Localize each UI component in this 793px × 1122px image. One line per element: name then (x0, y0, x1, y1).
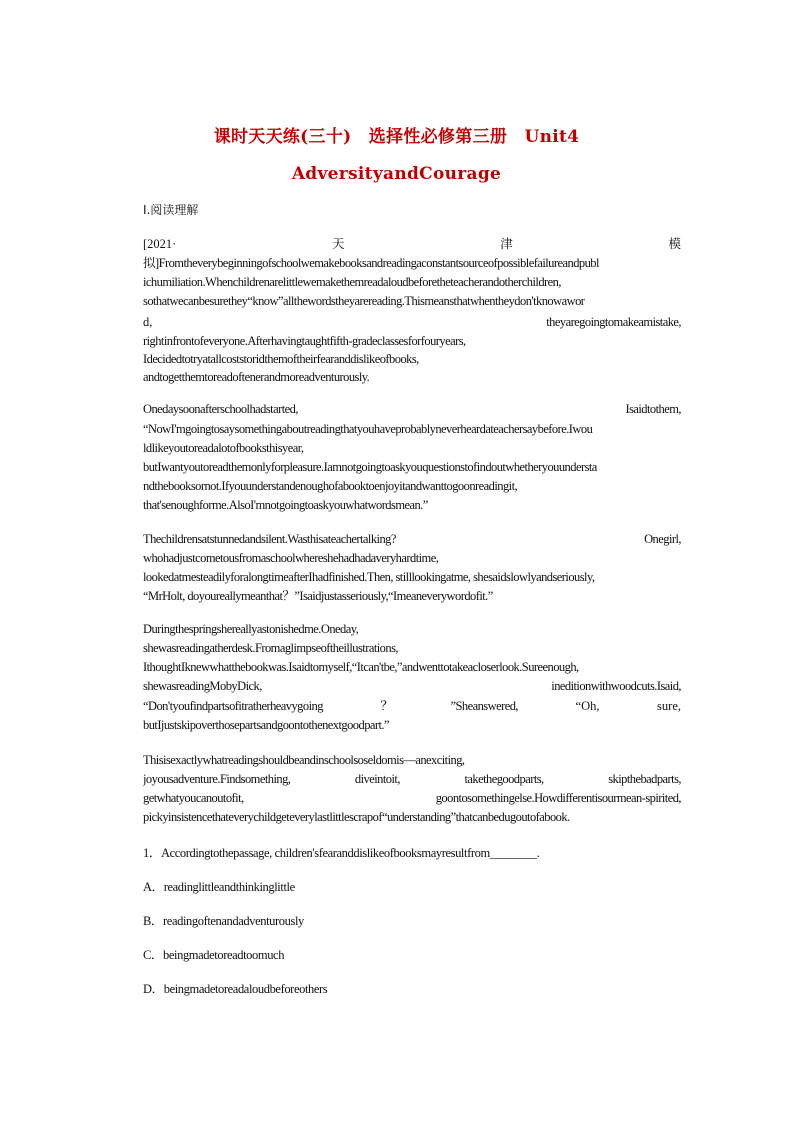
text-fragment: d, (143, 315, 153, 329)
passage-line (143, 235, 681, 254)
passage-line: shewasreadingatherdesk.Fromaglimpseoftheillustrations, (143, 641, 398, 655)
text-fragment: goontosomethingelse.Howdifferentisourmean-spirited, (435, 791, 681, 805)
text-fragment: [2021· (143, 237, 177, 251)
text-fragment: theyaregoingtomakeamistake, (546, 315, 681, 329)
text-fragment: Onegirl, (644, 532, 681, 546)
text-fragment: ineditionwithwoodcuts.Isaid, (551, 679, 681, 693)
passage-line (143, 770, 681, 789)
passage-line: “NowI'mgoingtosaysomethingaboutreadingthatyouhaveprobablyneverheardateachersaybefore.Iwou (143, 422, 593, 436)
passage-line: andtogetthemtoreadoftenerandmoreadventurously. (143, 370, 370, 384)
passage-line: pickyinsistencethateverychildgeteverylastlittlescrapof“understanding”thatcanbedugoutofabook. (143, 810, 570, 824)
page-title: 课时天天练(三十) 选择性必修第三册 Unit4 (213, 127, 580, 147)
option-b[interactable]: B．readingoftenandadventurously (143, 914, 304, 928)
passage-line (143, 697, 681, 716)
question-stem: 1．Accordingtothepassage, children'sfearanddislikeofbooksmayresultfrom________. (143, 846, 540, 860)
text-fragment: ？ (380, 699, 393, 713)
text-fragment: ”Sheanswered, (450, 699, 518, 713)
text-fragment: 津 (500, 237, 513, 251)
passage-line: ichumiliation.Whenchildrenarelittlewemakethemreadaloudbeforetheteacherandotherchildren, (143, 275, 561, 289)
passage-line: sothatwecanbesurethey“know”allthewordstheyarereading.Thismeansthatwhentheydon'tknowawor (143, 294, 585, 308)
passage-line: “MrHolt, doyoureallymeanthat？”Isaidjustasseriously,“Imeaneverywordofit.” (143, 589, 493, 603)
passage-line: rightinfrontofeveryone.Afterhavingtaughtfifth-gradeclassesforfouryears, (143, 334, 466, 348)
passage-line: butIjustskipoverthosepartsandgoontothenextgoodpart.” (143, 718, 389, 732)
passage-line (143, 677, 681, 696)
passage-line: Idecidedtotryatallcoststoridthemoftheirfearanddislikeofbooks, (143, 352, 419, 366)
passage-line: ndthebooksornot.Ifyouunderstandenoughofabooktoenjoyitandwanttogoonreadingit, (143, 479, 518, 493)
passage-line (143, 400, 681, 419)
option-d[interactable]: D．beingmadetoreadaloudbeforeothers (143, 982, 328, 996)
passage-line (143, 530, 681, 549)
passage-line: ldlikeyoutoreadalotofbooksthisyear, (143, 441, 304, 455)
passage-line: lookedatmesteadilyforalongtimeafterIhadfinished.Then, stilllookingatme, shesaidslowlyandseriously, (143, 570, 595, 584)
text-fragment: shewasreadingMobyDick, (143, 679, 262, 693)
option-c[interactable]: C．beingmadetoreadtoomuch (143, 948, 285, 962)
unit-subtitle: AdversityandCourage (291, 164, 502, 184)
passage-line: butIwantyoutoreadthemonlyforpleasure.Iamnotgoingtoaskyouquestionstofindoutwhetheryouundersta (143, 460, 597, 474)
passage-line: 拟]Fromtheverybeginningofschoolwemakebooksandreadingaconstantsourceofpossiblefailureandpubl (143, 256, 599, 270)
passage-line: that'senoughforme.AlsoI'mnotgoingtoaskyouwhatwordsmean.” (143, 498, 428, 512)
text-fragment: 天 (332, 237, 345, 251)
passage-line: whohadjustcometousfromaschoolwhereshehadhadaveryhardtime, (143, 551, 439, 565)
text-fragment: sure, (657, 699, 681, 713)
text-fragment: Isaidtothem, (625, 402, 681, 416)
text-fragment: getwhatyoucanoutofit, (143, 791, 244, 805)
text-fragment: joyousadventure.Findsomething, (143, 772, 291, 786)
text-fragment: 模 (668, 237, 681, 251)
text-fragment: takethegoodparts, (464, 772, 544, 786)
text-fragment: Thechildrensatstunnedandsilent.Wasthisateachertalking? (143, 532, 396, 546)
text-fragment: “Oh, (575, 699, 600, 713)
text-fragment: diveintoit, (354, 772, 400, 786)
passage-line: Thisisexactlywhatreadingshouldbeandinschoolsoseldomis—anexciting, (143, 753, 465, 767)
passage-line (143, 789, 681, 808)
passage-line: Duringthespringshereallyastonishedme.Oneday, (143, 622, 359, 636)
option-a[interactable]: A．readinglittleandthinkinglittle (143, 880, 295, 894)
passage-line (143, 313, 681, 332)
passage-line: IthoughtIknewwhatthebookwas.Isaidtomyself,“Itcan'tbe,”andwenttotakeacloserlook.Sureenough, (143, 660, 579, 674)
section-label: Ⅰ.阅读理解 (143, 203, 199, 217)
text-fragment: “Don'tyoufindpartsofitratherheavygoing (143, 699, 323, 713)
text-fragment: skipthebadparts, (608, 772, 681, 786)
text-fragment: Onedaysoonafterschoolhadstarted, (143, 402, 298, 416)
